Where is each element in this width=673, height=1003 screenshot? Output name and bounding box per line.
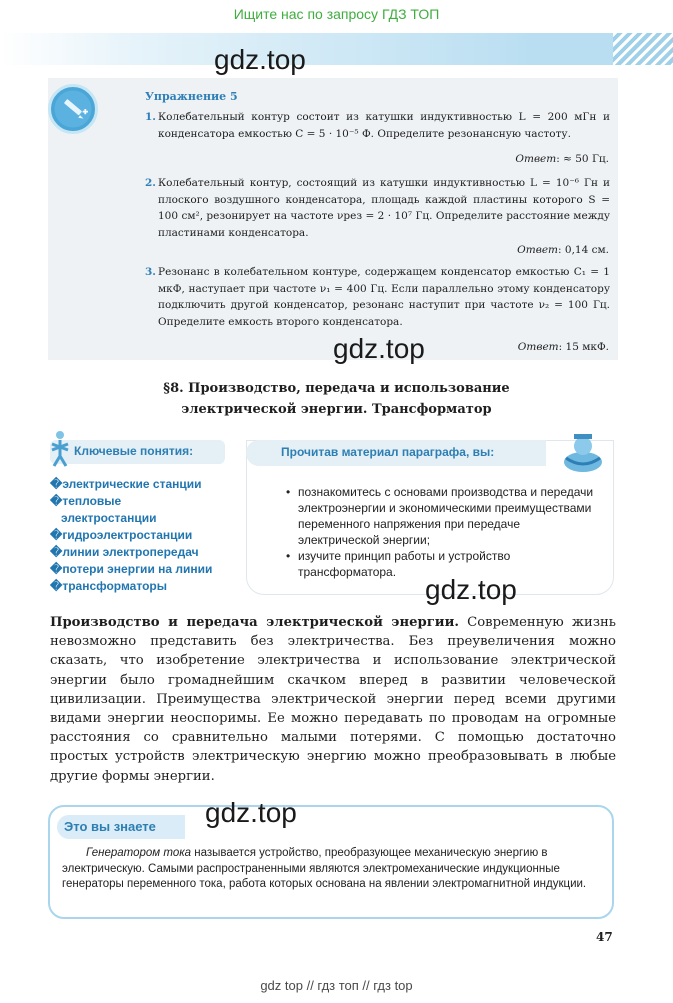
did-you-know-title: Это вы знаете	[64, 819, 156, 834]
exercise-item-1	[145, 109, 610, 142]
objectives-title: Прочитав материал параграфа, вы:	[281, 445, 495, 459]
exercise-item-number: 3.	[145, 266, 156, 278]
exercise-item-3	[145, 264, 610, 330]
person-icon	[50, 430, 70, 468]
list-item: �потери энергии на линии	[50, 562, 213, 576]
paragraph-lead: Производство и передача электрической энергии.	[50, 615, 459, 630]
exercise-item-text: Колебательный контур, состоящий из катушки индуктивностью L = 10⁻⁶ Гн и плоского воздушного конденсатора, площадь каждой пластины которого S = 100 см², резонирует на частоте νрез = 2 · 10⁷ Гц. Определите расстояние между пластинами конденсатора.	[158, 177, 610, 239]
list-item: �гидроэлектростанции	[50, 528, 193, 542]
answer-value: : ≈ 50 Гц.	[556, 153, 609, 165]
section-title-line: электрической энергии. Трансформатор	[181, 402, 492, 417]
exercise-item-number: 1.	[145, 111, 156, 123]
watermark: gdz.top	[214, 44, 306, 75]
exercise-title: Упражнение 5	[145, 90, 238, 103]
answer-label: Ответ	[515, 153, 557, 165]
exercise-item-2	[145, 175, 610, 241]
list-item: �электрические станции	[50, 477, 202, 491]
list-item: �линии электропередач	[50, 545, 199, 559]
did-you-know-text	[62, 846, 607, 893]
answer-value: : 0,14 см.	[558, 244, 609, 256]
exercise-item-text: Резонанс в колебательном контуре, содержащем конденсатор емкостью C₁ = 1 мкФ, наступает при частоте ν₁ = 400 Гц. Если параллельно этому конденсатору подключить другой конденсатор, резонанс наступит при частоте ν₂ = 100 Гц. Определите емкость второго конденсатора.	[158, 266, 610, 328]
pencil-icon	[48, 84, 98, 134]
top-banner[interactable]: Ищите нас по запросу ГДЗ ТОП	[233, 6, 440, 22]
answer-value: : 15 мкФ.	[558, 341, 609, 353]
main-paragraph	[50, 613, 616, 786]
exercise-answer-2	[517, 244, 609, 256]
list-item: • познакомитесь с основами производства и передачи электроэнергии и экономическими преимуществами переменного напряжения при передаче электрической энергии;	[286, 484, 604, 548]
watermark: gdz.top	[333, 333, 425, 364]
definition: называется устройство, преобразующее механическую энергию в электрическую. Самыми распространенными являются электромеханические индукционные генераторы переменного тока, работа которых основана на явлении электромагнитной индукции.	[62, 847, 587, 890]
section-title	[0, 378, 673, 420]
key-concepts-title: Ключевые понятия:	[74, 444, 194, 458]
exercise-answer-3	[518, 341, 609, 353]
exercise-answer-1	[515, 153, 609, 165]
paragraph-body: Современную жизнь невозможно представить без электричества. Без преувеличения можно сказать, что изобретение электричества и использование электрической энергии было громаднейшим скачком вперед в развитии человеческой цивилизации. Преимущества электрической энергии перед всеми другими видами энергии неоспоримы. Ее можно передавать по проводам на огромные расстояния со сравнительно малыми потерями. С помощью достаточно простых устройств электрическую энергию можно преобразовывать в любые другие формы энергии.	[50, 615, 616, 784]
term: Генератором тока	[86, 847, 192, 859]
list-item: • изучите принцип работы и устройство трансформатора.	[286, 548, 604, 580]
student-icon	[562, 428, 604, 474]
header-hatch	[613, 33, 673, 65]
list-item: �трансформаторы	[50, 579, 167, 593]
watermark: gdz.top	[205, 797, 297, 828]
list-item: �тепловые	[50, 494, 122, 508]
objectives-list	[286, 484, 604, 580]
answer-label: Ответ	[517, 341, 559, 353]
key-concepts-list	[50, 476, 240, 595]
answer-label: Ответ	[517, 244, 559, 256]
exercise-item-number: 2.	[145, 177, 156, 189]
exercise-item-text: Колебательный контур состоит из катушки индуктивностью L = 200 мГн и конденсатора емкостью C = 5 · 10⁻⁵ Ф. Определите резонансную частоту.	[158, 111, 610, 140]
section-title-line: §8. Производство, передача и использование	[163, 381, 510, 396]
list-item: электростанции	[61, 511, 157, 525]
page-number: 47	[596, 930, 613, 944]
header-stripe	[0, 33, 673, 65]
footer-links[interactable]: gdz top // гдз топ // гдз top	[260, 978, 413, 993]
watermark: gdz.top	[425, 574, 517, 605]
